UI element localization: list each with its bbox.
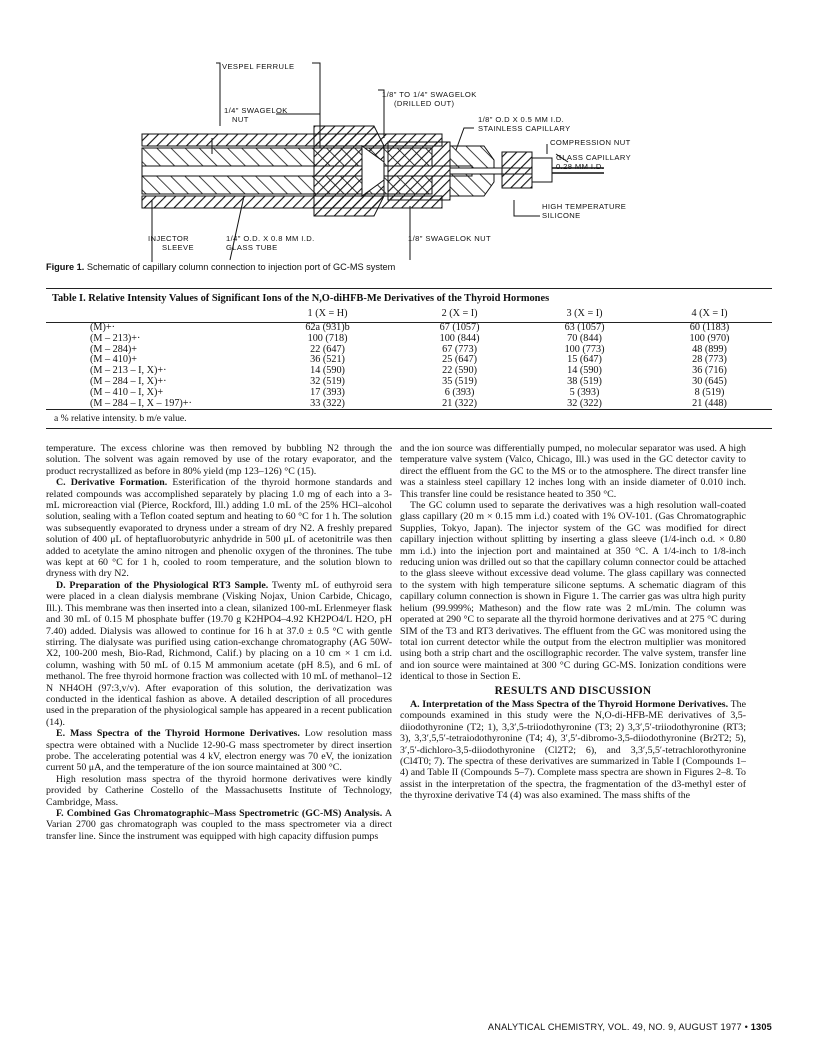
table-cell: 28 (773) <box>692 354 727 366</box>
footer-bullet: • <box>744 1022 748 1032</box>
section-heading: A. Interpretation of the Mass Spectra of the Thyroid Hormone Derivatives. <box>410 698 729 710</box>
page-number: 1305 <box>750 1022 772 1032</box>
label-reducer-line2: (DRILLED OUT) <box>394 99 455 108</box>
figure-1 <box>44 50 774 285</box>
paragraph-text: High resolution mass spectra of the thyroid hormone derivatives were kindly provided by Catherine Costello of the Massachusetts Institute of Technology, Cambridge, Mass. <box>46 773 392 808</box>
right-column <box>400 443 746 802</box>
table-cell: 14 (590) <box>310 365 345 377</box>
table-cell-ion: (M – 213 – I, X)+· <box>90 365 167 377</box>
section-heading: D. Preparation of the Physiological RT3 Sample. <box>56 579 269 591</box>
table-cell: 48 (899) <box>692 343 727 355</box>
table-cell: 22 (590) <box>442 365 477 377</box>
table-cell: 67 (1057) <box>439 322 480 333</box>
page-footer <box>440 1022 772 1032</box>
paragraph-text: The GC column used to separate the derivatives was a high resolution wall-coated glass capillary (20 m × 0.15 mm i.d.) coated with 1% OV-101. (Gas Chromatographic Supplies, Tokyo, Japan). The injector system of the GC was modified for direct capillary injection without splitting by inserting a glass sleeve (1/4-inch o.d. × 0.80 mm i.d.) into the injection port and maintained at 350 °C. A 1/4-inch to 1/8-inch reducing union was drilled out so that the capillary column connector could be attached to the glass sleeve without excessive dead volume. The glass capillary was connected to the system with high temperature silicone septums. A schematic diagram of this capillary column connection is shown in Figure 1. The carrier gas was ultra high purity helium (99.999%; Matheson) and the flow rate was 2 mL/min. The column was operated at 290 °C to separate all the thyroid hormone derivatives and at 275 °C during SIM of the T3 and RT3 derivatives. The effluent from the GC was monitored using the total ion current detector while the output from the electron multiplier was monitored using both a strip chart and the oscillographic recorder. The valve system, transfer line and ion source were maintained at 300 °C during GC-MS. Ionization conditions were identical to those in Section E. <box>400 500 746 683</box>
table-cell: 35 (519) <box>442 375 477 387</box>
capillary-connection-schematic <box>44 50 774 285</box>
label-injector-line1: INJECTOR <box>148 234 190 243</box>
reducing-union <box>388 142 450 200</box>
figure-caption <box>46 262 395 272</box>
label-glass-tube-line1: 1/4" O.D. X 0.8 MM I.D. <box>226 234 315 243</box>
table-footnote: a % relative intensity. b m/e value. <box>46 409 772 429</box>
table-cell: 60 (1183) <box>689 322 730 333</box>
paragraph <box>400 443 746 500</box>
table-cell-ion: (M)+· <box>90 322 115 333</box>
paragraph <box>46 580 392 728</box>
table-1 <box>46 288 772 429</box>
table-cell: 21 (322) <box>442 397 477 409</box>
table-header-row <box>46 307 772 323</box>
table-cell: 38 (519) <box>567 375 602 387</box>
table-header-compound-4: 4 (X = I) <box>647 307 772 323</box>
table-cell-ion: (M – 284)+ <box>90 343 138 355</box>
table-cell: 62a (931)b <box>305 322 350 333</box>
label-glass-capillary-line1: GLASS CAPILLARY <box>556 153 632 162</box>
journal-citation: ANALYTICAL CHEMISTRY, VOL. 49, NO. 9, AUGUST 1977 <box>487 1022 742 1032</box>
table-cell: 33 (322) <box>310 397 345 409</box>
results-heading: RESULTS AND DISCUSSION <box>494 684 652 697</box>
table-cell: 32 (322) <box>567 397 602 409</box>
label-reducer-line1: 1/8" TO 1/4" SWAGELOK <box>382 90 477 99</box>
table-cell: 32 (519) <box>310 375 345 387</box>
table-cell-ion: (M – 284 – I, X – 197)+· <box>90 397 192 409</box>
paragraph <box>46 477 392 580</box>
table-row <box>46 334 772 345</box>
table-cell-ion: (M – 410)+ <box>90 354 138 366</box>
table-cell-ion: (M – 213)+· <box>90 332 141 344</box>
table-cell: 100 (773) <box>564 343 605 355</box>
table-row <box>46 388 772 399</box>
paragraph <box>46 728 392 774</box>
table-cell: 14 (590) <box>567 365 602 377</box>
table-cell: 21 (448) <box>692 397 727 409</box>
table-cell: 36 (521) <box>310 354 345 366</box>
table-cell-ion: (M – 410 – I, X)+ <box>90 386 164 398</box>
paragraph-text: and the ion source was differentially pumped, no molecular separator was used. A high temperature valve system (Valco, Chicago, Ill.) was used in the GC detector cavity to direct the effluent from the GC to the MS or to the atmosphere. The direct transfer line was a stainless steel capillary 12 inches long with an inside diameter of 0.010 inch. This transfer line could be resistance heated to 350 °C. <box>400 443 746 500</box>
paragraph-text: A Varian 2700 gas chromatograph was coupled to the mass spectrometer via a direct transfer line. Since the instrument was equipped with high capacity diffusion pumps <box>46 808 393 842</box>
ion-intensity-table <box>46 307 772 409</box>
table-cell: 8 (519) <box>694 386 725 398</box>
table-cell: 36 (716) <box>692 365 727 377</box>
paragraph <box>46 774 392 808</box>
table-row <box>46 323 772 334</box>
paragraph-text: Low resolution mass spectra were obtained with a Nuclide 12-90-G mass spectrometer by direct insertion probe. The accelerating potential was 4 kV, electron energy was 70 eV, the ionization current 50 μA, and the temperature of the ion source maintained at 300 °C. <box>46 728 392 774</box>
section-heading: C. Derivative Formation. <box>56 477 168 489</box>
paragraph <box>46 808 392 842</box>
paragraph-text: Esterification of the thyroid hormone standards and related compounds was accomplished separately by placing 1.0 mg of each into a 3-mL microreaction vial (Pierce, Rockford, Ill.) adding 1.0 mL of the 25% HCl–alcohol solution, sealing with a Teflon coated septum and heating to 60 °C for 1 h. The solution was subsequently evaporated to dryness under a stream of dry N2. A freshly prepared solution of 400 μL of heptafluorobutyric anhydride in 500 μL of acetonitrile was then added to acetylate the amino nitrogen and phenolic oxygen of the thronines. The tube was kept at 60 °C for 1 h, cooled to room temperature, and the solution blown to dryness with dry N2. <box>46 477 392 580</box>
label-vespel-ferrule: VESPEL FERRULE <box>222 62 295 71</box>
table-cell: 100 (718) <box>307 332 348 344</box>
table-cell: 17 (393) <box>310 386 345 398</box>
table-header-compound-1: 1 (X = H) <box>258 307 397 323</box>
table-cell-ion: (M – 284 – I, X)+· <box>90 375 167 387</box>
label-swagelok-nut-line1: 1/4" SWAGELOK <box>224 106 288 115</box>
table-cell: 100 (970) <box>689 332 730 344</box>
table-cell: 63 (1057) <box>564 322 605 333</box>
paragraph <box>400 500 746 683</box>
table-row <box>46 399 772 410</box>
table-cell: 22 (647) <box>310 343 345 355</box>
section-heading: E. Mass Spectra of the Thyroid Hormone Derivatives. <box>56 728 300 740</box>
label-injector-line2: SLEEVE <box>162 243 194 252</box>
paragraph <box>400 699 746 802</box>
figure-caption-number: Figure 1. <box>46 262 85 272</box>
table-cell: 70 (844) <box>567 332 602 344</box>
label-swagelok-nut-line2: NUT <box>232 115 249 124</box>
paragraph-text: Twenty mL of euthyroid sera were placed in a clean dialysis membrane (Visking Nojax, Union Carbide, Chicago, Ill.). This membrane was then inserted into a clean, silanized 100-mL Erlenmeyer flask and 30 mL of 0.15 M phosphate buffer (19.70 g K2HPO4–4.92 KH2PO4/L H2O, pH 7.40) added. Dialysis was allowed to continue for 16 h at 37.0 ± 0.5 °C with gentle stirring. The dialysate was purified using cation-exchange chromatography (AG 50W-X2, 100-200 mesh, Bio-Rad, Richmond, Calif.) by placing on a 10 cm × 1 cm i.d. column, washing with 50 mL of 0.15 M ammonium acetate (pH 8.5), and 6 mL of methanol. The free thyroid hormone fraction was collected with 10 mL of methanol–12 N NH4OH (97:3,v/v). After evaporation of this solution, the derivatization was conducted in the identical fashion as above. A detailed description of all procedures used in the preparation of the physiological sample has appeared in a recent publication (14). <box>46 579 392 728</box>
label-silicone-line1: HIGH TEMPERATURE <box>542 202 627 211</box>
paragraph-text: The compounds examined in this study were the N,O-di-HFB-ME derivatives of 3,5-diiodothyronine (T2; 1), 3,3′,5-triiodothyronine (T3; 2) 3,3′,5′-triiodothyronine (RT3; 3), 3,3′,5,5′-tetraiodothyronine (T4; 4), 3′,5′-dibromo-3,5-diiodothyronine (Br2T2; 5), 3′,5′-dichloro-3,5-diiodothyronine (Cl2T2; 6), and 3,3′,5,5′-tetrachlorothyronine (Cl4T0; 7). The spectra of these derivatives are summarized in Table I (Compounds 1–4) and Table II (Compounds 5–7). Complete mass spectra are shown in Figures 2–8. To assist in the interpretation of the spectra, the fragmentation of the d3-methyl ester of the thyroxine derivative T4 (4) was also examined. The mass shifts of the <box>400 698 746 802</box>
figure-caption-text: Schematic of capillary column connection to injection port of GC-MS system <box>86 262 396 272</box>
paragraph <box>46 443 392 477</box>
table-row <box>46 345 772 356</box>
table-cell: 100 (844) <box>439 332 480 344</box>
label-eighth-nut: 1/8" SWAGELOK NUT <box>408 234 492 243</box>
table-cell: 5 (393) <box>569 386 600 398</box>
table-title: Table I. Relative Intensity Values of Significant Ions of the N,O-diHFB-Me Derivatives of the Thyroid Hormones <box>46 288 772 307</box>
table-cell: 30 (645) <box>692 375 727 387</box>
left-column <box>46 443 392 842</box>
table-header-compound-2: 2 (X = I) <box>397 307 522 323</box>
section-heading: F. Combined Gas Chromatographic–Mass Spectrometric (GC-MS) Analysis. <box>56 808 383 819</box>
table-cell: 67 (773) <box>442 343 477 355</box>
table-cell: 25 (647) <box>442 354 477 366</box>
paragraph-text: temperature. The excess chlorine was then removed by bubbling N2 through the solution. The solvent was again removed by use of the rotary evaporator, and the product recrystallized as before in 80% yield (mp 123–126) °C (15). <box>46 443 392 477</box>
label-glass-capillary-line2: 0.28 MM I.D. <box>556 162 605 171</box>
table-header-compound-3: 3 (X = I) <box>522 307 647 323</box>
label-steel-capillary-line2: STAINLESS CAPILLARY <box>478 124 571 133</box>
table-cell: 6 (393) <box>444 386 475 398</box>
table-cell: 15 (647) <box>567 354 602 366</box>
label-glass-tube-line2: GLASS TUBE <box>226 243 278 252</box>
label-silicone-line2: SILICONE <box>542 211 581 220</box>
label-steel-capillary-line1: 1/8" O.D X 0.5 MM I.D. <box>478 115 565 124</box>
label-compression-nut: COMPRESSION NUT <box>550 138 631 147</box>
compression-nut <box>502 152 532 188</box>
table-header-ion <box>46 307 258 323</box>
